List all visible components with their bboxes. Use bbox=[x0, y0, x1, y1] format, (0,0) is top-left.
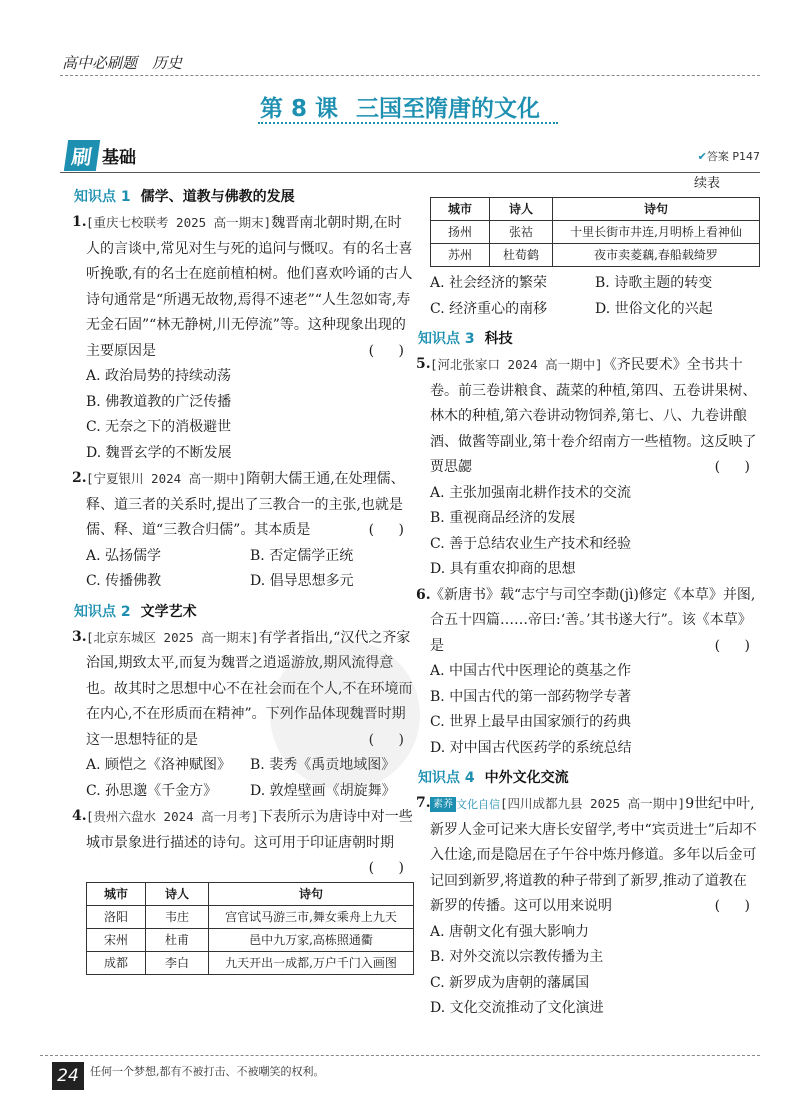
question-2 bbox=[72, 466, 414, 595]
option-a[interactable]: A. 主张加强南北耕作技术的交流 bbox=[430, 484, 632, 501]
question-number: 3. bbox=[72, 628, 87, 645]
check-icon: ✔ bbox=[697, 150, 707, 163]
table-continued-label: 续表 bbox=[693, 176, 720, 191]
option-a[interactable]: A. 顾恺之《洛神赋图》 bbox=[86, 757, 232, 773]
question-number: 1. bbox=[72, 214, 87, 230]
option-c[interactable]: C. 经济重心的南移 bbox=[430, 300, 548, 317]
answer-blank[interactable]: ( ) bbox=[368, 731, 414, 748]
kp-name: 儒学、道教与佛教的发展 bbox=[140, 189, 295, 205]
kp-tag: 知识点 2 bbox=[74, 603, 131, 620]
option-d[interactable]: D. 魏晋玄学的不断发展 bbox=[86, 444, 232, 461]
table-cell: 九天开出一成都,万户千门入画图 bbox=[209, 951, 414, 974]
table-row bbox=[431, 244, 760, 267]
knowledge-point-2 bbox=[74, 601, 414, 621]
option-c[interactable]: C. 善于总结农业生产技术和经验 bbox=[430, 535, 632, 552]
question-text: 魏晋南北朝时期,在时人的言谈中,常见对生与死的追问与慨叹。有的名士喜听挽歌,有的名士在庭前植柏树。他们喜欢吟诵的古人诗句通常是“所遇无故物,焉得不速老”“人生忽如寄,寿无金石固”“林无静树,川无停流”等。这种现象出现的主要原因是 bbox=[86, 215, 413, 359]
section-label: 基础 bbox=[102, 147, 136, 168]
table-header: 城市 bbox=[87, 882, 146, 905]
table-header-row bbox=[431, 198, 760, 221]
question-text: 下表所示为唐诗中对一些城市景象进行描述的诗句。这可用于印证唐朝时期 bbox=[86, 809, 413, 851]
table-cell: 宫官试马游三市,舞女乘舟上九天 bbox=[209, 905, 414, 928]
brush-badge: 刷 bbox=[64, 140, 100, 171]
table-header: 诗句 bbox=[553, 198, 760, 221]
question-text: 隋朝大儒王通,在处理儒、释、道三者的关系时,提出了三教合一的主张,也就是儒、释、道“三教合归儒”。其本质是 bbox=[86, 471, 405, 538]
option-d[interactable]: D. 对中国古代医药学的系统总结 bbox=[430, 739, 632, 756]
question-source: [宁夏银川 2024 高一期中] bbox=[86, 471, 247, 486]
table-row bbox=[87, 905, 414, 928]
question-source: [河北张家口 2024 高一期中] bbox=[430, 357, 603, 372]
table-cell: 杜甫 bbox=[146, 928, 209, 951]
table-header: 诗人 bbox=[146, 882, 209, 905]
option-c[interactable]: C. 新罗成为唐朝的藩属国 bbox=[430, 974, 590, 991]
option-a[interactable]: A. 社会经济的繁荣 bbox=[430, 275, 548, 291]
option-a[interactable]: A. 弘扬儒学 bbox=[86, 547, 162, 564]
option-d[interactable]: D. 具有重农抑商的思想 bbox=[430, 561, 576, 577]
footer-divider bbox=[40, 1055, 760, 1056]
question-text: 《新唐书》载“志宁与司空李勣(jì)修定《本草》并图,合五十四篇……帝曰:‘善。’其书遂大行”。该《本草》是 bbox=[430, 586, 756, 654]
question-source: [北京东城区 2025 高一期末] bbox=[86, 629, 259, 645]
literacy-tag: 素养 bbox=[430, 797, 456, 812]
option-b[interactable]: B. 诗歌主题的转变 bbox=[595, 275, 713, 291]
table-cell: 邑中九万家,高栋照通衢 bbox=[209, 928, 414, 951]
answer-blank[interactable]: ( ) bbox=[714, 898, 760, 914]
option-a[interactable]: A. 中国古代中医理论的奠基之作 bbox=[430, 663, 632, 679]
answer-ref-text: 答案 P147 bbox=[706, 150, 760, 163]
kp-name: 文学艺术 bbox=[140, 603, 197, 620]
header-divider bbox=[60, 75, 760, 76]
kp-tag: 知识点 1 bbox=[74, 189, 131, 205]
lesson-number: 第 8 课 bbox=[259, 96, 339, 122]
footer-motto: 任何一个梦想,都有不被打击、不被嘲笑的权利。 bbox=[90, 1065, 325, 1078]
question-text: 《齐民要术》全书共十卷。前三卷讲粮食、蔬菜的种植,第四、五卷讲果树、林木的种植,第六卷讲动物饲养,第七、八、九卷讲酿酒、做酱等副业,第十卷介绍南方一些植物。这反映了贾思勰 bbox=[430, 357, 757, 475]
answer-reference bbox=[698, 148, 760, 164]
question-4 bbox=[72, 804, 414, 975]
literacy-tag-text: 文化自信 bbox=[456, 798, 500, 811]
option-c[interactable]: C. 无奈之下的消极避世 bbox=[86, 419, 232, 435]
lesson-topic: 三国至隋唐的文化 bbox=[356, 96, 541, 122]
table-cell: 杜荀鹤 bbox=[490, 244, 553, 267]
option-d[interactable]: D. 倡导思想多元 bbox=[250, 573, 354, 589]
table-cell: 宋州 bbox=[87, 928, 146, 951]
question-number: 4. bbox=[72, 808, 87, 824]
table-cell: 李白 bbox=[146, 951, 209, 974]
question-5 bbox=[416, 352, 760, 583]
page-number: 24 bbox=[52, 1062, 84, 1090]
option-b[interactable]: B. 重视商品经济的发展 bbox=[430, 510, 576, 526]
question-source: [重庆七校联考 2025 高一期末] bbox=[86, 215, 272, 230]
right-column bbox=[416, 176, 760, 1022]
option-c[interactable]: C. 世界上最早由国家颁行的药典 bbox=[430, 714, 632, 730]
knowledge-point-4 bbox=[418, 767, 760, 787]
option-b[interactable]: B. 佛教道教的广泛传播 bbox=[86, 393, 232, 410]
question-3 bbox=[72, 625, 414, 805]
table-cell: 成都 bbox=[87, 951, 146, 974]
question-number: 5. bbox=[416, 356, 431, 372]
section-tag bbox=[66, 140, 136, 170]
kp-tag: 知识点 4 bbox=[418, 770, 475, 786]
option-d[interactable]: D. 敦煌壁画《胡旋舞》 bbox=[250, 782, 396, 799]
table-cell: 十里长街市井连,月明桥上看神仙 bbox=[553, 221, 760, 244]
option-b[interactable]: B. 否定儒学正统 bbox=[250, 547, 354, 564]
poem-table-continued bbox=[430, 197, 760, 267]
page-title bbox=[0, 90, 800, 123]
option-c[interactable]: C. 传播佛教 bbox=[86, 573, 162, 589]
question-text: 有学者指出,“汉代之齐家治国,期致太平,而复为魏晋之逍遥游放,期风流得意也。故其时之思想中心不在社会而在个人,不在环境而在内心,不在形质而在精神”。下列作品体现魏晋时期这一思想特征的是 bbox=[86, 629, 413, 748]
kp-name: 科技 bbox=[484, 331, 513, 347]
question-number: 6. bbox=[416, 586, 431, 603]
answer-blank[interactable]: ( ) bbox=[714, 637, 760, 654]
table-header: 城市 bbox=[431, 198, 490, 221]
table-cell: 张祜 bbox=[490, 221, 553, 244]
table-row bbox=[431, 221, 760, 244]
option-a[interactable]: A. 唐朝文化有强大影响力 bbox=[430, 923, 590, 940]
option-b[interactable]: B. 对外交流以宗教传播为主 bbox=[430, 949, 604, 965]
answer-blank[interactable]: ( ) bbox=[368, 342, 414, 359]
question-source: [贵州六盘水 2024 高一月考] bbox=[86, 809, 259, 824]
question-number: 7. bbox=[416, 795, 431, 811]
knowledge-point-1 bbox=[74, 186, 414, 206]
section-divider bbox=[60, 172, 760, 173]
question-1 bbox=[72, 210, 414, 466]
left-column bbox=[72, 180, 414, 979]
table-cell: 韦庄 bbox=[146, 905, 209, 928]
knowledge-point-3 bbox=[418, 328, 760, 348]
table-header: 诗人 bbox=[490, 198, 553, 221]
option-c[interactable]: C. 孙思邈《千金方》 bbox=[86, 782, 218, 799]
option-a[interactable]: A. 政治局势的持续动荡 bbox=[86, 368, 232, 384]
answer-blank[interactable]: ( ) bbox=[368, 522, 414, 538]
option-b[interactable]: B. 裴秀《禹贡地域图》 bbox=[250, 757, 396, 773]
book-header: 高中必刷题 历史 bbox=[62, 54, 183, 72]
answer-blank[interactable]: ( ) bbox=[714, 459, 760, 475]
table-row bbox=[87, 928, 414, 951]
table-row bbox=[87, 951, 414, 974]
option-d[interactable]: D. 世俗文化的兴起 bbox=[595, 300, 713, 317]
table-header: 诗句 bbox=[209, 882, 414, 905]
question-6 bbox=[416, 583, 760, 762]
poem-table bbox=[86, 882, 414, 975]
table-cell: 夜市卖菱藕,春船载绮罗 bbox=[553, 244, 760, 267]
question-text: 9世纪中叶,新罗人金可记来大唐长安留学,考中“宾贡进士”后却不入仕途,而是隐居在子午谷中炼丹修道。多年以后金可记回到新罗,将道教的种子带到了新罗,推动了道教在新罗的传播。这可以用来说明 bbox=[430, 796, 757, 914]
table-cell: 扬州 bbox=[431, 221, 490, 244]
kp-name: 中外文化交流 bbox=[484, 770, 569, 786]
table-cell: 洛阳 bbox=[87, 905, 146, 928]
table-cell: 苏州 bbox=[431, 244, 490, 267]
title-underline bbox=[258, 122, 558, 124]
kp-tag: 知识点 3 bbox=[418, 331, 475, 347]
question-number: 2. bbox=[72, 470, 87, 486]
question-7 bbox=[416, 791, 760, 1022]
answer-blank[interactable]: ( ) bbox=[368, 860, 414, 876]
option-d[interactable]: D. 文化交流推动了文化演进 bbox=[430, 1000, 604, 1016]
table-header-row bbox=[87, 882, 414, 905]
question-source: [四川成都九县 2025 高一期中] bbox=[500, 796, 686, 811]
option-b[interactable]: B. 中国古代的第一部药物学专著 bbox=[430, 688, 632, 705]
